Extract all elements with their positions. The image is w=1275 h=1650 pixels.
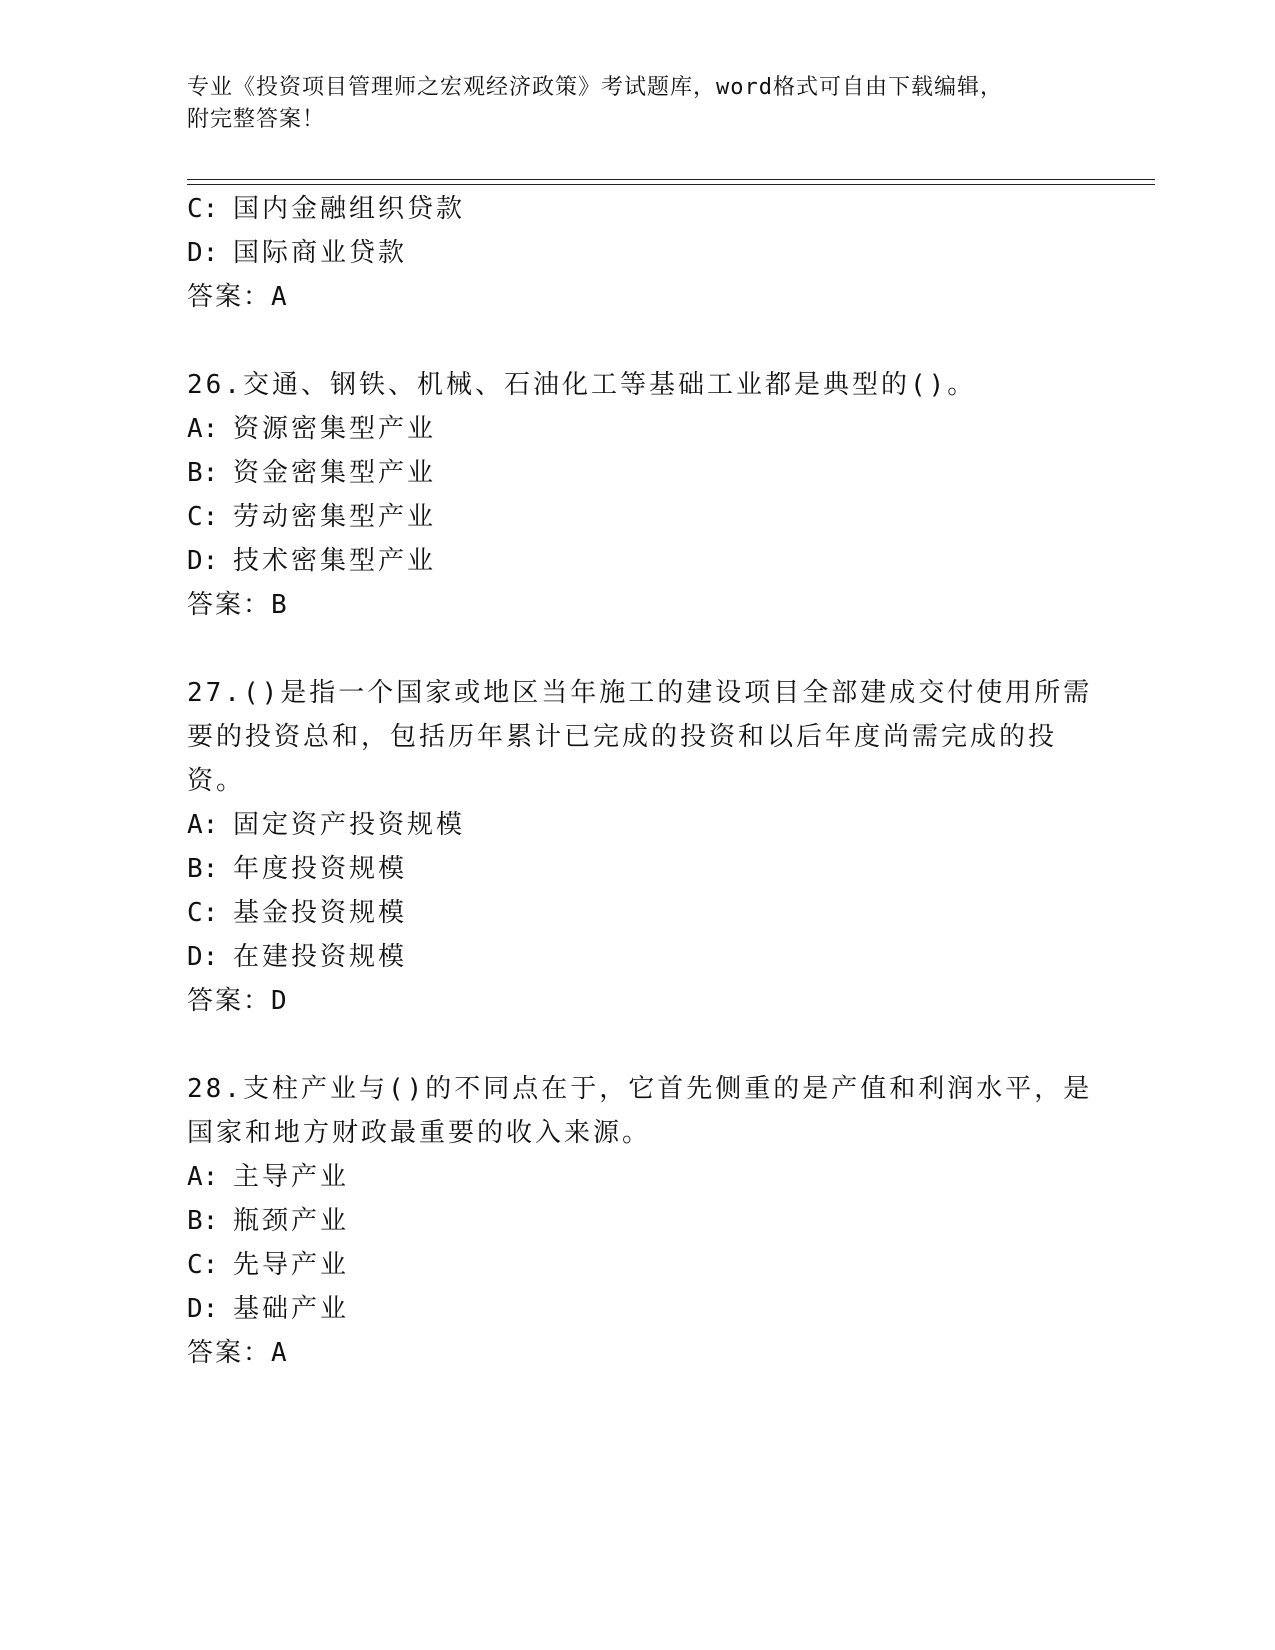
q27-answer: 答案：D — [187, 986, 289, 1016]
q25-option-d — [187, 237, 407, 269]
option-text: 瓶颈产业 — [233, 1206, 350, 1236]
q28-stem-line-2: 国家和地方财政最重要的收入来源。 — [187, 1118, 652, 1148]
option-text: 年度投资规模 — [233, 854, 408, 884]
q25-answer: 答案：A — [187, 282, 289, 312]
option-key: D: — [187, 942, 219, 972]
header-line-2: 附完整答案！ — [187, 107, 326, 132]
q27-stem-line-1: 27.()是指一个国家或地区当年施工的建设项目全部建成交付使用所需 — [187, 678, 1093, 708]
q26-option-a — [187, 413, 436, 445]
q27-option-d — [187, 941, 407, 973]
option-text: 基础产业 — [233, 1294, 350, 1324]
option-text: 资源密集型产业 — [233, 414, 437, 444]
option-text: 资金密集型产业 — [233, 458, 437, 488]
header-divider-bottom — [187, 184, 1155, 185]
option-key: A: — [187, 1162, 219, 1192]
option-text: 在建投资规模 — [233, 942, 408, 972]
option-key: C: — [187, 502, 219, 532]
q28-option-a — [187, 1161, 349, 1193]
q26-option-b — [187, 457, 436, 489]
q27-option-a — [187, 809, 465, 841]
option-text: 技术密集型产业 — [233, 546, 437, 576]
q28-option-c — [187, 1249, 349, 1281]
option-key: D: — [187, 1294, 219, 1324]
q28-stem-line-1: 28.支柱产业与()的不同点在于，它首先侧重的是产值和利润水平，是 — [187, 1074, 1093, 1104]
option-key: D: — [187, 546, 219, 576]
q27-option-b — [187, 853, 407, 885]
option-key: C: — [187, 194, 219, 224]
option-key: C: — [187, 898, 219, 928]
q27-option-c — [187, 897, 407, 929]
q25-option-c — [187, 193, 465, 225]
q26-option-d — [187, 545, 436, 577]
q27-stem-line-3: 资。 — [187, 766, 246, 796]
option-key: C: — [187, 1250, 219, 1280]
option-text: 基金投资规模 — [233, 898, 408, 928]
option-text: 国内金融组织贷款 — [233, 194, 466, 224]
q28-answer: 答案：A — [187, 1338, 289, 1368]
option-key: B: — [187, 854, 219, 884]
header-line-1: 专业《投资项目管理师之宏观经济政策》考试题库，word格式可自由下载编辑， — [187, 75, 1003, 100]
option-text: 先导产业 — [233, 1250, 350, 1280]
q26-answer: 答案：B — [187, 590, 289, 620]
option-text: 劳动密集型产业 — [233, 502, 437, 532]
option-key: B: — [187, 458, 219, 488]
option-text: 国际商业贷款 — [233, 238, 408, 268]
option-text: 主导产业 — [233, 1162, 350, 1192]
header-divider-top — [187, 179, 1155, 180]
q28-option-b — [187, 1205, 349, 1237]
q26-option-c — [187, 501, 436, 533]
q28-option-d — [187, 1293, 349, 1325]
option-text: 固定资产投资规模 — [233, 810, 466, 840]
option-key: A: — [187, 810, 219, 840]
option-key: B: — [187, 1206, 219, 1236]
q26-stem-line-1: 26.交通、钢铁、机械、石油化工等基础工业都是典型的()。 — [187, 370, 977, 400]
document-header — [187, 72, 1087, 136]
option-key: A: — [187, 414, 219, 444]
q27-stem-line-2: 要的投资总和，包括历年累计已完成的投资和以后年度尚需完成的投 — [187, 722, 1058, 752]
option-key: D: — [187, 238, 219, 268]
